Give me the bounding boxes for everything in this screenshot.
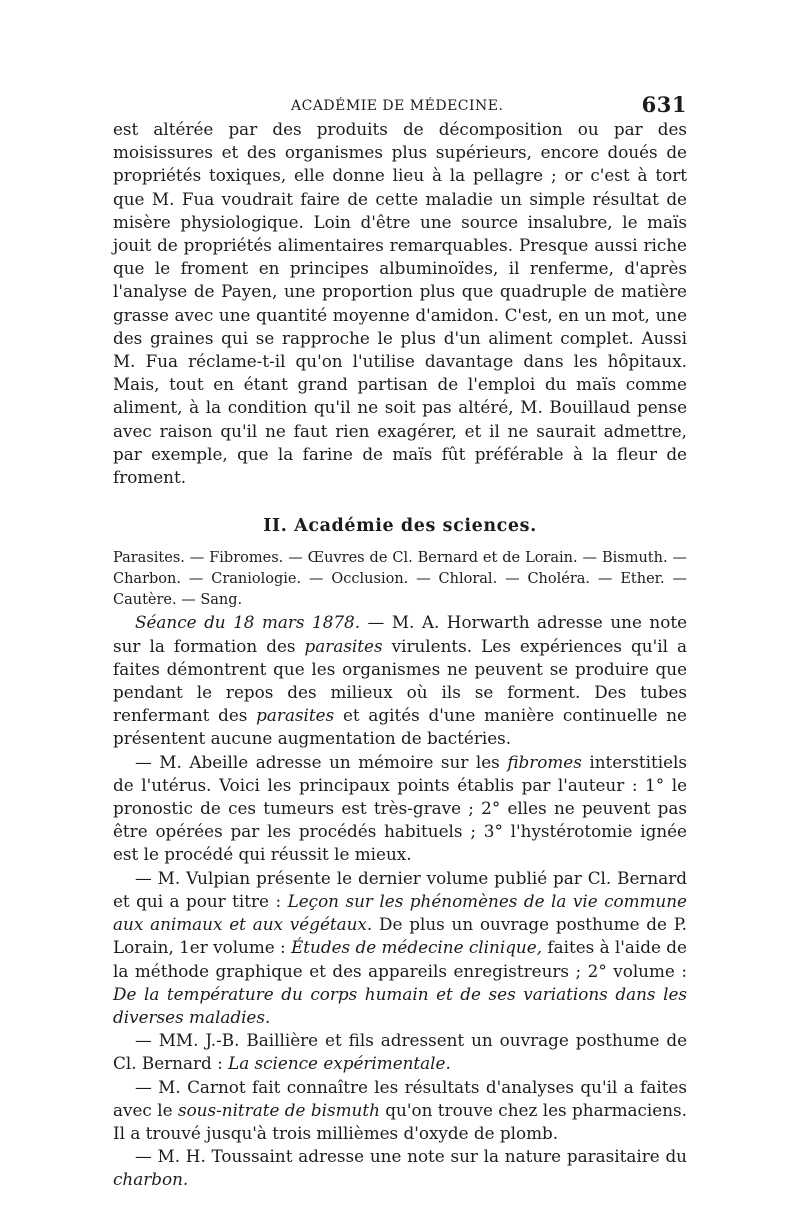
article-body (113, 118, 687, 1192)
book-title: Leçon sur les phénomènes de la vie commune aux animaux et aux végétaux. (113, 890, 687, 935)
paragraph-text: qu'on trouve chez les pharmaciens. Il a trouvé jusqu'à trois millièmes d'oxyde de plomb. (113, 1099, 687, 1143)
paragraph-text: faites à l'aide de la méthode graphique et des appareils enregistreurs ; 2° volume : (113, 937, 687, 981)
paragraph-text: — M. Carnot fait connaître les résultats d'analyses qu'il a faites avec le (113, 1076, 687, 1120)
page (113, 92, 687, 1192)
paragraph-toussaint (113, 1145, 687, 1191)
paragraph-vulpian (113, 867, 687, 1029)
section-summary: Parasites. — Fibromes. — Œuvres de Cl. Bernard et de Lorain. — Bismuth. — Charbon. — Craniologie. — Occlusion. — Chloral. — Choléra. — Ether. — Cautère. — Sang. (113, 550, 687, 609)
paragraph-text: — M. Vulpian présente le dernier volume publié par Cl. Bernard et qui a pour titre : (113, 867, 687, 911)
italic-term: parasites (256, 705, 335, 726)
seance-date: Séance du 18 mars 1878. (135, 612, 361, 633)
paragraph-text: et agités d'une manière continuelle ne présentent aucune augmentation de bactéries. (113, 705, 687, 749)
paragraph-text: — MM. J.-B. Baillière et fils adressent un ouvrage posthume de Cl. Bernard : (113, 1030, 687, 1074)
section-heading: II. Académie des sciences. (263, 516, 537, 537)
paragraph-bailliere (113, 1029, 687, 1075)
book-title: Études de médecine clinique, (291, 937, 543, 958)
paragraph-fibromes (113, 751, 687, 867)
book-title: La science expérimentale. (228, 1053, 451, 1074)
italic-term: parasites (304, 635, 383, 656)
book-title: De la température du corps humain et de ses variations dans les diverses maladies. (113, 983, 687, 1027)
paragraph-parasites (113, 611, 687, 750)
italic-term: charbon. (113, 1169, 189, 1190)
italic-term: fibromes (507, 751, 582, 772)
running-header (113, 92, 687, 118)
paragraph-text: — M. Abeille adresse un mémoire sur les (135, 751, 508, 772)
paragraph-text: — M. A. Horwarth adresse une note sur la formation des (113, 612, 687, 656)
top-paragraph: est altérée par des produits de décomposition ou par des moisissures et des organismes plus supérieurs, encore doués de propriétés toxiques, elle donne lieu à la pellagre ; or c'est à tort que M. Fua voudrait faire de cette maladie un simple résultat de misère physiologique. Loin d'être une source insalubre, le maïs jouit de propriétés alimentaires remarquables. Presque aussi riche que le froment en principes albuminoïdes, il renferme, d'après l'analyse de Payen, une proportion plus que quadruple de matière grasse avec une quantité moyenne d'amidon. C'est, en un mot, une des graines qui se rapproche le plus d'un aliment complet. Aussi M. Fua réclame-t-il qu'on l'utilise davantage dans les hôpitaux. Mais, tout en étant grand partisan de l'emploi du maïs comme aliment, à la condition qu'il ne soit pas altéré, M. Bouillaud pense avec raison qu'il ne faut rien exagérer, et il ne saurait admettre, par exemple, que la farine de maïs fût préférable à la fleur de froment. (113, 119, 687, 488)
paragraph-carnot (113, 1076, 687, 1146)
paragraph-text: — M. H. Toussaint adresse une note sur la nature parasitaire du (135, 1146, 687, 1167)
paragraph-text: De plus un ouvrage posthume de P. Lorain, 1er volume : (113, 914, 687, 958)
paragraph-text: virulents. Les expériences qu'il a faites démontrent que les organismes ne peuvent se produire que pendant le repos des milieux où ils se forment. Des tubes renfermant des (113, 635, 687, 726)
running-title: ACADÉMIE DE MÉDECINE. (291, 98, 504, 114)
paragraph-text: interstitiels de l'utérus. Voici les principaux points établis par l'auteur : 1° le pronostic de ces tumeurs est très-grave ; 2° elles ne peuvent pas être opérées par les procédés habituels ; 3° l'hystérotomie ignée est le procédé qui réussit le mieux. (113, 751, 687, 865)
page-number: 631 (641, 92, 687, 117)
italic-term: sous-nitrate de bismuth (177, 1099, 380, 1120)
